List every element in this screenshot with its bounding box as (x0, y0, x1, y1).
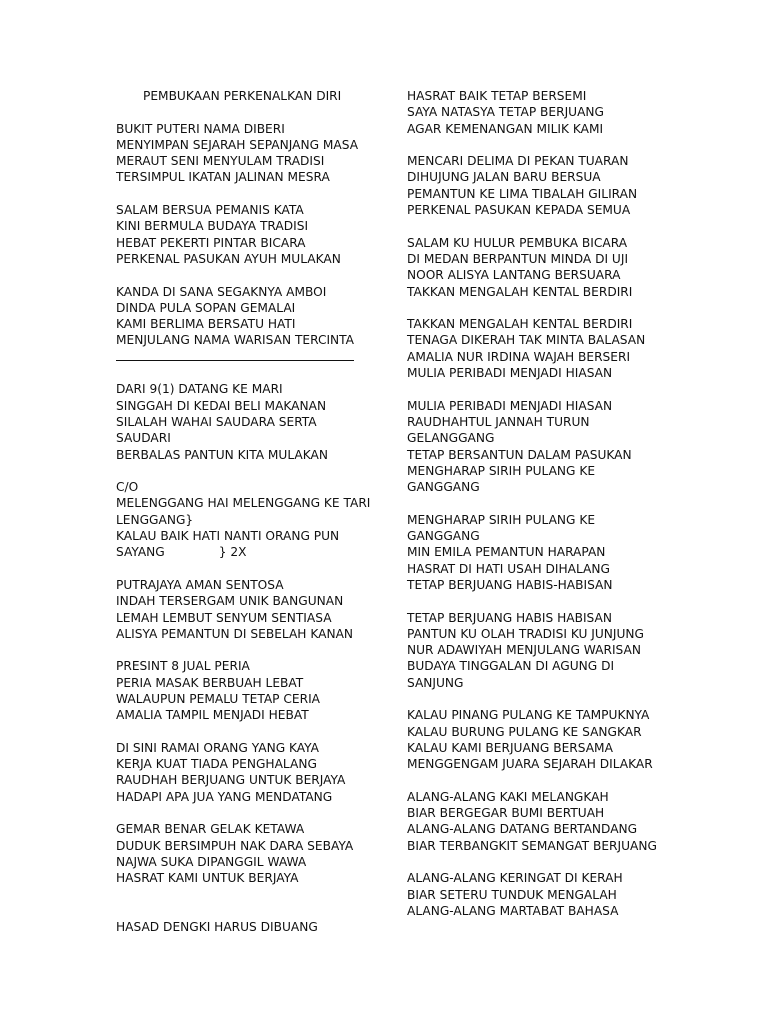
spacer (116, 267, 371, 283)
verse-line: MULIA PERIBADI MENJADI HIASAN (407, 366, 613, 381)
chorus-repeat-marker: } 2X (218, 545, 247, 560)
verse-line: KAMI BERLIMA BERSATU HATI (116, 317, 296, 332)
verse-line: PERIA MASAK BERBUAH LEBAT (116, 675, 304, 690)
spacer (116, 463, 371, 479)
spacer (116, 887, 371, 903)
verse-line: NOOR ALISYA LANTANG BERSUARA (407, 268, 621, 283)
spacer (407, 495, 662, 511)
verse-line: KALAU BURUNG PULANG KE SANGKAR (407, 724, 642, 739)
verse-line: ALANG-ALANG MARTABAT BAHASA (407, 903, 619, 918)
verse-line: DIHUJUNG JALAN BARU BERSUA (407, 170, 601, 185)
page-title: PEMBUKAAN PERKENALKAN DIRI (143, 89, 342, 103)
verse-line: BUKIT PUTERI NAMA DIBERI (116, 121, 285, 136)
spacer (116, 724, 371, 740)
verse-line: BIAR BERGEGAR BUMI BERTUAH (407, 806, 605, 821)
verse-line: MERAUT SENI MENYULAM TRADISI (116, 154, 325, 169)
spacer (407, 691, 662, 707)
verse-line: NAJWA SUKA DIPANGGIL WAWA (116, 854, 307, 869)
chorus-line: LENGGANG} (116, 512, 194, 527)
verse-line: SALAM BERSUA PEMANIS KATA (116, 203, 304, 218)
spacer (407, 218, 662, 234)
verse-line: HASAD DENGKI HARUS DIBUANG (116, 920, 318, 935)
verse-line: RAUDHAH BERJUANG UNTUK BERJAYA (116, 773, 346, 788)
verse-line: PEMANTUN KE LIMA TIBALAH GILIRAN (407, 186, 638, 201)
verse-line: HASRAT KAMI UNTUK BERJAYA (116, 871, 299, 886)
verse-line: KERJA KUAT TIADA PENGHALANG (116, 757, 317, 772)
verse-line: PANTUN KU OLAH TRADISI KU JUNJUNG (407, 626, 644, 641)
verse-line: HADAPI APA JUA YANG MENDATANG (116, 789, 333, 804)
verse-line: GELANGGANG (407, 431, 495, 446)
verse-line: INDAH TERSERGAM UNIK BANGUNAN (116, 594, 344, 609)
spacer (116, 104, 371, 120)
spacer (116, 642, 371, 658)
verse-line: TAKKAN MENGALAH KENTAL BERDIRI (407, 284, 633, 299)
verse-line: SINGGAH DI KEDAI BELI MAKANAN (116, 398, 327, 413)
spacer (116, 903, 371, 919)
horizontal-rule (116, 349, 354, 365)
verse-line: MENGGENGAM JUARA SEJARAH DILAKAR (407, 757, 653, 772)
verse-line: BIAR SETERU TUNDUK MENGALAH (407, 887, 617, 902)
verse-line: SALAM KU HULUR PEMBUKA BICARA (407, 235, 628, 250)
verse-line: AGAR KEMENANGAN MILIK KAMI (407, 121, 604, 136)
spacer (407, 854, 662, 870)
verse-line: KANDA DI SANA SEGAKNYA AMBOI (116, 284, 327, 299)
verse-line: BUDAYA TINGGALAN DI AGUNG DI (407, 659, 615, 674)
verse-line: MENGHARAP SIRIH PULANG KE (407, 463, 596, 478)
verse-line: LEMAH LEMBUT SENYUM SENTIASA (116, 610, 332, 625)
spacer (407, 137, 662, 153)
chorus-line: KALAU BAIK HATI NANTI ORANG PUN (116, 529, 340, 544)
verse-line: SANJUNG (407, 675, 464, 690)
verse-line: PRESINT 8 JUAL PERIA (116, 659, 250, 674)
spacer (407, 300, 662, 316)
spacer (407, 772, 662, 788)
verse-line: KALAU PINANG PULANG KE TAMPUKNYA (407, 708, 650, 723)
verse-line: TETAP BERJUANG HABIS-HABISAN (407, 577, 613, 592)
verse-line: WALAUPUN PEMALU TETAP CERIA (116, 691, 321, 706)
verse-line: DI MEDAN BERPANTUN MINDA DI UJI (407, 251, 629, 266)
verse-line: AMALIA TAMPIL MENJADI HEBAT (116, 708, 309, 723)
verse-line: DI SINI RAMAI ORANG YANG KAYA (116, 740, 320, 755)
verse-line: SILALAH WAHAI SAUDARA SERTA (116, 414, 317, 429)
spacer (407, 381, 662, 397)
verse-line: KINI BERMULA BUDAYA TRADISI (116, 219, 309, 234)
verse-line: MENJULANG NAMA WARISAN TERCINTA (116, 333, 355, 348)
spacer (116, 561, 371, 577)
spacer (116, 186, 371, 202)
spacer (407, 593, 662, 609)
verse-line: ALANG-ALANG KAKI MELANGKAH (407, 789, 609, 804)
verse-line: AMALIA NUR IRDINA WAJAH BERSERI (407, 349, 631, 364)
verse-line: GANGGANG (407, 529, 480, 544)
left-column (116, 88, 371, 935)
verse-line: ALISYA PEMANTUN DI SEBELAH KANAN (116, 626, 354, 641)
verse-line: TETAP BERSANTUN DALAM PASUKAN (407, 447, 632, 462)
verse-line: SAUDARI (116, 431, 171, 446)
verse-line: MULIA PERIBADI MENJADI HIASAN (407, 398, 613, 413)
spacer (116, 365, 371, 381)
chorus-line-last (116, 544, 371, 560)
verse-line: HASRAT DI HATI USAH DIHALANG (407, 561, 610, 576)
verse-line: GANGGANG (407, 480, 480, 495)
verse-line: HASRAT BAIK TETAP BERSEMI (407, 89, 587, 103)
verse-line: PUTRAJAYA AMAN SENTOSA (116, 577, 284, 592)
chorus-line: MELENGGANG HAI MELENGGANG KE TARI (116, 496, 371, 511)
verse-line: SAYA NATASYA TETAP BERJUANG (407, 105, 604, 120)
verse-line: BIAR TERBANGKIT SEMANGAT BERJUANG (407, 838, 657, 853)
verse-line: PERKENAL PASUKAN AYUH MULAKAN (116, 251, 341, 266)
verse-line: DINDA PULA SOPAN GEMALAI (116, 300, 296, 315)
verse-line: PERKENAL PASUKAN KEPADA SEMUA (407, 203, 631, 218)
verse-line: ALANG-ALANG DATANG BERTANDANG (407, 822, 638, 837)
verse-line: ALANG-ALANG KERINGAT DI KERAH (407, 871, 623, 886)
verse-line: RAUDHAHTUL JANNAH TURUN (407, 414, 590, 429)
verse-line: NUR ADAWIYAH MENJULANG WARISAN (407, 643, 641, 658)
chorus-word: SAYANG (116, 545, 165, 560)
verse-line: MENGHARAP SIRIH PULANG KE (407, 512, 596, 527)
verse-line: MIN EMILA PEMANTUN HARAPAN (407, 545, 606, 560)
verse-line: BERBALAS PANTUN KITA MULAKAN (116, 447, 328, 462)
verse-line: HEBAT PEKERTI PINTAR BICARA (116, 235, 306, 250)
chorus-label: C/O (116, 480, 139, 495)
verse-line: TETAP BERJUANG HABIS HABISAN (407, 610, 612, 625)
right-column (407, 88, 662, 919)
verse-line: MENCARI DELIMA DI PEKAN TUARAN (407, 154, 629, 169)
verse-line: KALAU KAMI BERJUANG BERSAMA (407, 740, 613, 755)
spacer (116, 805, 371, 821)
verse-line: MENYIMPAN SEJARAH SEPANJANG MASA (116, 137, 359, 152)
verse-line: GEMAR BENAR GELAK KETAWA (116, 822, 305, 837)
verse-line: DUDUK BERSIMPUH NAK DARA SEBAYA (116, 838, 354, 853)
verse-line: TAKKAN MENGALAH KENTAL BERDIRI (407, 317, 633, 332)
verse-line: DARI 9(1) DATANG KE MARI (116, 382, 283, 397)
verse-line: TERSIMPUL IKATAN JALINAN MESRA (116, 170, 330, 185)
verse-line: TENAGA DIKERAH TAK MINTA BALASAN (407, 333, 646, 348)
